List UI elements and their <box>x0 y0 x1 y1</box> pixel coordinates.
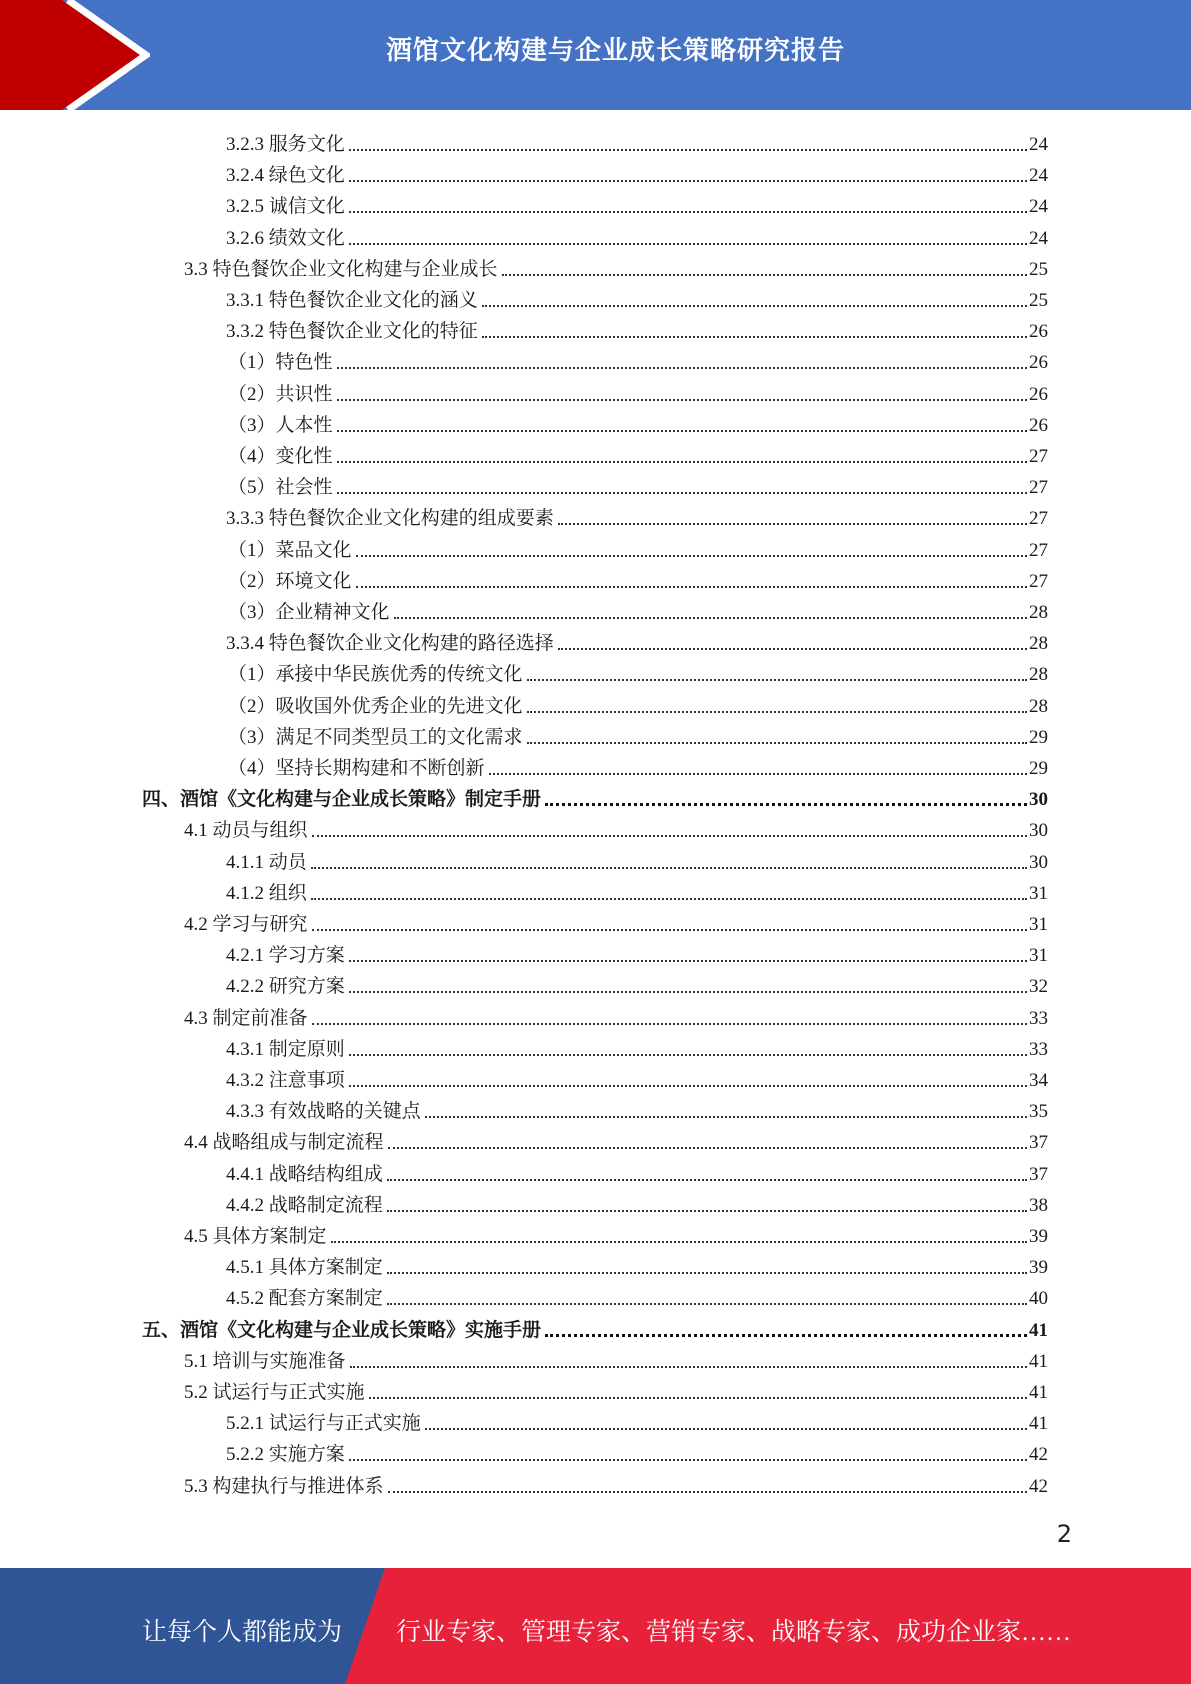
toc-entry[interactable] <box>226 1031 1048 1062</box>
toc-leader-dots <box>349 1085 1027 1087</box>
toc-entry[interactable] <box>142 1312 1048 1343</box>
toc-entry[interactable] <box>228 594 1048 625</box>
toc-entry-page: 33 <box>1029 1007 1048 1029</box>
toc-entry-label: 3.3.3 特色餐饮企业文化构建的组成要素 <box>226 508 554 530</box>
toc-entry-label: 3.3 特色餐饮企业文化构建与企业成长 <box>184 258 498 280</box>
toc-entry[interactable] <box>184 906 1048 937</box>
toc-entry-label: 3.2.4 绿色文化 <box>226 165 345 187</box>
toc-entry-page: 39 <box>1029 1226 1048 1247</box>
toc-entry[interactable] <box>226 282 1048 313</box>
footer-slogan-left: 让每个人都能成为 <box>142 1619 343 1646</box>
toc-entry[interactable] <box>226 1280 1048 1311</box>
page-footer <box>0 1568 1191 1684</box>
toc-leader-dots <box>394 617 1027 619</box>
toc-entry[interactable] <box>226 968 1048 999</box>
toc-entry-page: 24 <box>1029 165 1048 187</box>
toc-entry[interactable] <box>228 656 1048 687</box>
toc-entry-label: （3）企业精神文化 <box>228 602 390 623</box>
toc-leader-dots <box>387 1272 1027 1274</box>
toc-entry-label: 4.2 学习与研究 <box>184 914 308 935</box>
toc-entry-label: （4）变化性 <box>228 446 333 467</box>
toc-entry-page: 24 <box>1029 134 1048 155</box>
toc-entry-page: 27 <box>1029 570 1048 592</box>
toc-entry-page: 29 <box>1029 726 1048 748</box>
toc-leader-dots <box>387 1210 1027 1212</box>
toc-entry-page: 41 <box>1029 1382 1048 1403</box>
toc-entry-label: 4.3.2 注意事项 <box>226 1070 345 1091</box>
report-title: 酒馆文化构建与企业成长策略研究报告 <box>385 36 845 66</box>
toc-entry-label: 4.3.3 有效战略的关键点 <box>226 1101 421 1123</box>
page-number: 2 <box>1056 1520 1072 1548</box>
toc-leader-dots <box>349 149 1027 151</box>
toc-entry-page: 31 <box>1029 914 1048 935</box>
toc-entry[interactable] <box>226 188 1048 219</box>
toc-entry-page: 41 <box>1029 1319 1048 1341</box>
toc-entry[interactable] <box>184 1374 1048 1405</box>
toc-entry-label: 4.5 具体方案制定 <box>184 1226 327 1247</box>
toc-leader-dots <box>311 867 1027 869</box>
toc-entry-page: 26 <box>1029 383 1048 405</box>
toc-entry-label: （3）满足不同类型员工的文化需求 <box>228 726 523 748</box>
toc-entry-page: 37 <box>1029 1132 1048 1154</box>
toc-leader-dots <box>425 1116 1027 1118</box>
toc-entry[interactable] <box>228 532 1048 563</box>
toc-entry-label: 4.4.1 战略结构组成 <box>226 1163 383 1185</box>
toc-entry-label: （3）人本性 <box>228 414 333 436</box>
toc-leader-dots <box>482 305 1027 307</box>
toc-entry[interactable] <box>226 126 1048 157</box>
toc-leader-dots <box>312 929 1027 931</box>
toc-leader-dots <box>489 773 1027 775</box>
toc-entry-page: 42 <box>1029 1444 1048 1466</box>
toc-entry-label: 4.2.1 学习方案 <box>226 945 345 967</box>
toc-entry[interactable] <box>228 688 1048 719</box>
footer-slogan-right: 行业专家、管理专家、营销专家、战略专家、成功企业家…… <box>396 1619 1072 1646</box>
toc-leader-dots <box>558 648 1027 650</box>
toc-entry-label: 5.2 试运行与正式实施 <box>184 1382 365 1403</box>
toc-entry-label: （1）承接中华民族优秀的传统文化 <box>228 664 523 686</box>
toc-entry-page: 27 <box>1029 508 1048 530</box>
toc-entry-page: 40 <box>1029 1288 1048 1310</box>
toc-leader-dots <box>337 492 1027 494</box>
toc-entry-label: 4.5.2 配套方案制定 <box>226 1288 383 1310</box>
toc-entry[interactable] <box>228 750 1048 781</box>
toc-entry-label: 5.1 培训与实施准备 <box>184 1350 346 1372</box>
toc-entry-page: 31 <box>1029 882 1048 904</box>
toc-leader-dots <box>311 898 1027 900</box>
toc-entry[interactable] <box>228 469 1048 500</box>
toc-entry-label: 5.2.2 实施方案 <box>226 1444 345 1466</box>
toc-leader-dots <box>558 523 1027 525</box>
toc-entry-page: 33 <box>1029 1038 1048 1060</box>
toc-leader-dots <box>356 555 1027 557</box>
toc-leader-dots <box>337 399 1027 401</box>
toc-entry-page: 28 <box>1029 602 1048 623</box>
toc-leader-dots <box>502 274 1027 276</box>
toc-entry-page: 34 <box>1029 1070 1048 1091</box>
toc-entry[interactable] <box>228 376 1048 407</box>
toc-entry-label: 5.3 构建执行与推进体系 <box>184 1475 384 1497</box>
toc-leader-dots <box>349 960 1027 962</box>
toc-entry[interactable] <box>226 313 1048 344</box>
toc-entry-label: （2）共识性 <box>228 383 333 405</box>
toc-leader-dots <box>356 586 1027 588</box>
toc-entry-label: 3.3.4 特色餐饮企业文化构建的路径选择 <box>226 633 554 655</box>
toc-leader-dots <box>349 180 1027 182</box>
toc-entry-page: 25 <box>1029 258 1048 280</box>
toc-entry[interactable] <box>228 563 1048 594</box>
toc-leader-dots <box>387 1303 1027 1305</box>
toc-entry-label: 3.2.5 诚信文化 <box>226 196 345 218</box>
toc-entry[interactable] <box>226 220 1048 251</box>
toc-entry-label: 4.2.2 研究方案 <box>226 976 345 998</box>
toc-entry[interactable] <box>228 344 1048 375</box>
toc-entry-label: 4.4 战略组成与制定流程 <box>184 1132 384 1154</box>
toc-entry-label: 4.5.1 具体方案制定 <box>226 1257 383 1279</box>
toc-entry-label: 4.1.1 动员 <box>226 851 307 873</box>
toc-entry-page: 41 <box>1029 1413 1048 1435</box>
toc-entry-page: 28 <box>1029 633 1048 655</box>
toc-entry[interactable] <box>226 1405 1048 1436</box>
toc-leader-dots <box>388 1147 1027 1149</box>
toc-entry[interactable] <box>228 407 1048 438</box>
toc-leader-dots <box>545 1334 1027 1337</box>
toc-entry-label: 五、酒馆《文化构建与企业成长策略》实施手册 <box>142 1319 542 1341</box>
toc-entry-page: 27 <box>1029 477 1048 499</box>
toc-entry-label: 3.2.6 绩效文化 <box>226 227 345 249</box>
toc-entry-page: 26 <box>1029 414 1048 436</box>
toc-entry-page: 37 <box>1029 1163 1048 1185</box>
toc-entry[interactable] <box>228 719 1048 750</box>
toc-entry-label: （1）菜品文化 <box>228 539 352 561</box>
toc-leader-dots <box>349 243 1027 245</box>
toc-entry-page: 24 <box>1029 196 1048 218</box>
toc-entry-label: 4.1 动员与组织 <box>184 820 308 842</box>
toc-entry-page: 24 <box>1029 227 1048 249</box>
toc-entry[interactable] <box>228 438 1048 469</box>
toc-entry-label: 4.3 制定前准备 <box>184 1007 308 1029</box>
toc-leader-dots <box>545 803 1027 806</box>
toc-leader-dots <box>337 367 1027 369</box>
toc-entry-label: 3.2.3 服务文化 <box>226 134 345 155</box>
toc-leader-dots <box>387 1179 1027 1181</box>
toc-entry[interactable] <box>184 1000 1048 1031</box>
toc-entry-page: 28 <box>1029 664 1048 686</box>
toc-entry-label: 四、酒馆《文化构建与企业成长策略》制定手册 <box>142 789 542 811</box>
toc-entry-page: 30 <box>1029 789 1048 811</box>
toc-entry-label: 4.1.2 组织 <box>226 882 307 904</box>
toc-entry-label: 5.2.1 试运行与正式实施 <box>226 1413 421 1435</box>
toc-entry[interactable] <box>226 157 1048 188</box>
toc-leader-dots <box>312 1023 1027 1025</box>
toc-entry[interactable] <box>142 781 1048 812</box>
toc-entry-page: 35 <box>1029 1101 1048 1123</box>
toc-entry[interactable] <box>226 1249 1048 1280</box>
toc-entry[interactable] <box>226 1062 1048 1093</box>
toc-entry-label: （5）社会性 <box>228 477 333 499</box>
toc-leader-dots <box>527 679 1027 681</box>
toc-entry-page: 41 <box>1029 1350 1048 1372</box>
toc-leader-dots <box>350 1366 1027 1368</box>
toc-entry-page: 27 <box>1029 539 1048 561</box>
page-header <box>0 0 1191 110</box>
toc-entry-page: 42 <box>1029 1475 1048 1497</box>
toc-entry[interactable] <box>226 1156 1048 1187</box>
toc-entry-label: （2）吸收国外优秀企业的先进文化 <box>228 695 523 717</box>
toc-leader-dots <box>349 1054 1027 1056</box>
toc-leader-dots <box>369 1397 1027 1399</box>
toc-entry-page: 26 <box>1029 321 1048 343</box>
toc-leader-dots <box>388 1491 1027 1493</box>
toc-entry[interactable] <box>184 1124 1048 1155</box>
toc-entry[interactable] <box>226 1093 1048 1124</box>
toc-entry-page: 25 <box>1029 290 1048 311</box>
toc-entry[interactable] <box>226 844 1048 875</box>
toc-entry[interactable] <box>184 1468 1048 1499</box>
toc-leader-dots <box>349 1459 1027 1461</box>
toc-entry-page: 27 <box>1029 446 1048 467</box>
toc-entry-label: （1）特色性 <box>228 352 333 374</box>
toc-entry-page: 31 <box>1029 945 1048 967</box>
toc-entry-page: 29 <box>1029 758 1048 779</box>
toc-entry-page: 30 <box>1029 820 1048 842</box>
toc-leader-dots <box>349 211 1027 213</box>
toc-entry-page: 39 <box>1029 1257 1048 1279</box>
toc-entry[interactable] <box>226 625 1048 656</box>
toc-entry-page: 30 <box>1029 851 1048 873</box>
toc-leader-dots <box>337 430 1027 432</box>
toc-entry-page: 26 <box>1029 352 1048 374</box>
toc-entry-label: 3.3.1 特色餐饮企业文化的涵义 <box>226 290 478 311</box>
toc-leader-dots <box>425 1428 1027 1430</box>
toc-leader-dots <box>312 835 1027 837</box>
toc-entry[interactable] <box>226 875 1048 906</box>
toc-entry[interactable] <box>226 1436 1048 1467</box>
toc-entry[interactable] <box>226 937 1048 968</box>
toc-entry[interactable] <box>184 1343 1048 1374</box>
toc-leader-dots <box>337 461 1027 463</box>
toc-entry[interactable] <box>226 1187 1048 1218</box>
toc-entry[interactable] <box>184 251 1048 282</box>
toc-leader-dots <box>527 742 1027 744</box>
toc-entry[interactable] <box>184 1218 1048 1249</box>
toc-entry-page: 38 <box>1029 1194 1048 1216</box>
toc-entry-page: 28 <box>1029 695 1048 717</box>
toc-entry-page: 32 <box>1029 976 1048 998</box>
toc-leader-dots <box>349 991 1027 993</box>
toc-entry-label: （4）坚持长期构建和不断创新 <box>228 758 485 779</box>
toc-entry-label: 4.3.1 制定原则 <box>226 1038 345 1060</box>
toc-leader-dots <box>331 1241 1027 1243</box>
toc-entry[interactable] <box>184 812 1048 843</box>
toc-leader-dots <box>482 336 1027 338</box>
toc-entry-label: 4.4.2 战略制定流程 <box>226 1194 383 1216</box>
toc-entry-label: 3.3.2 特色餐饮企业文化的特征 <box>226 321 478 343</box>
toc-entry-label: （2）环境文化 <box>228 570 352 592</box>
toc-leader-dots <box>527 711 1027 713</box>
toc-entry[interactable] <box>226 500 1048 531</box>
